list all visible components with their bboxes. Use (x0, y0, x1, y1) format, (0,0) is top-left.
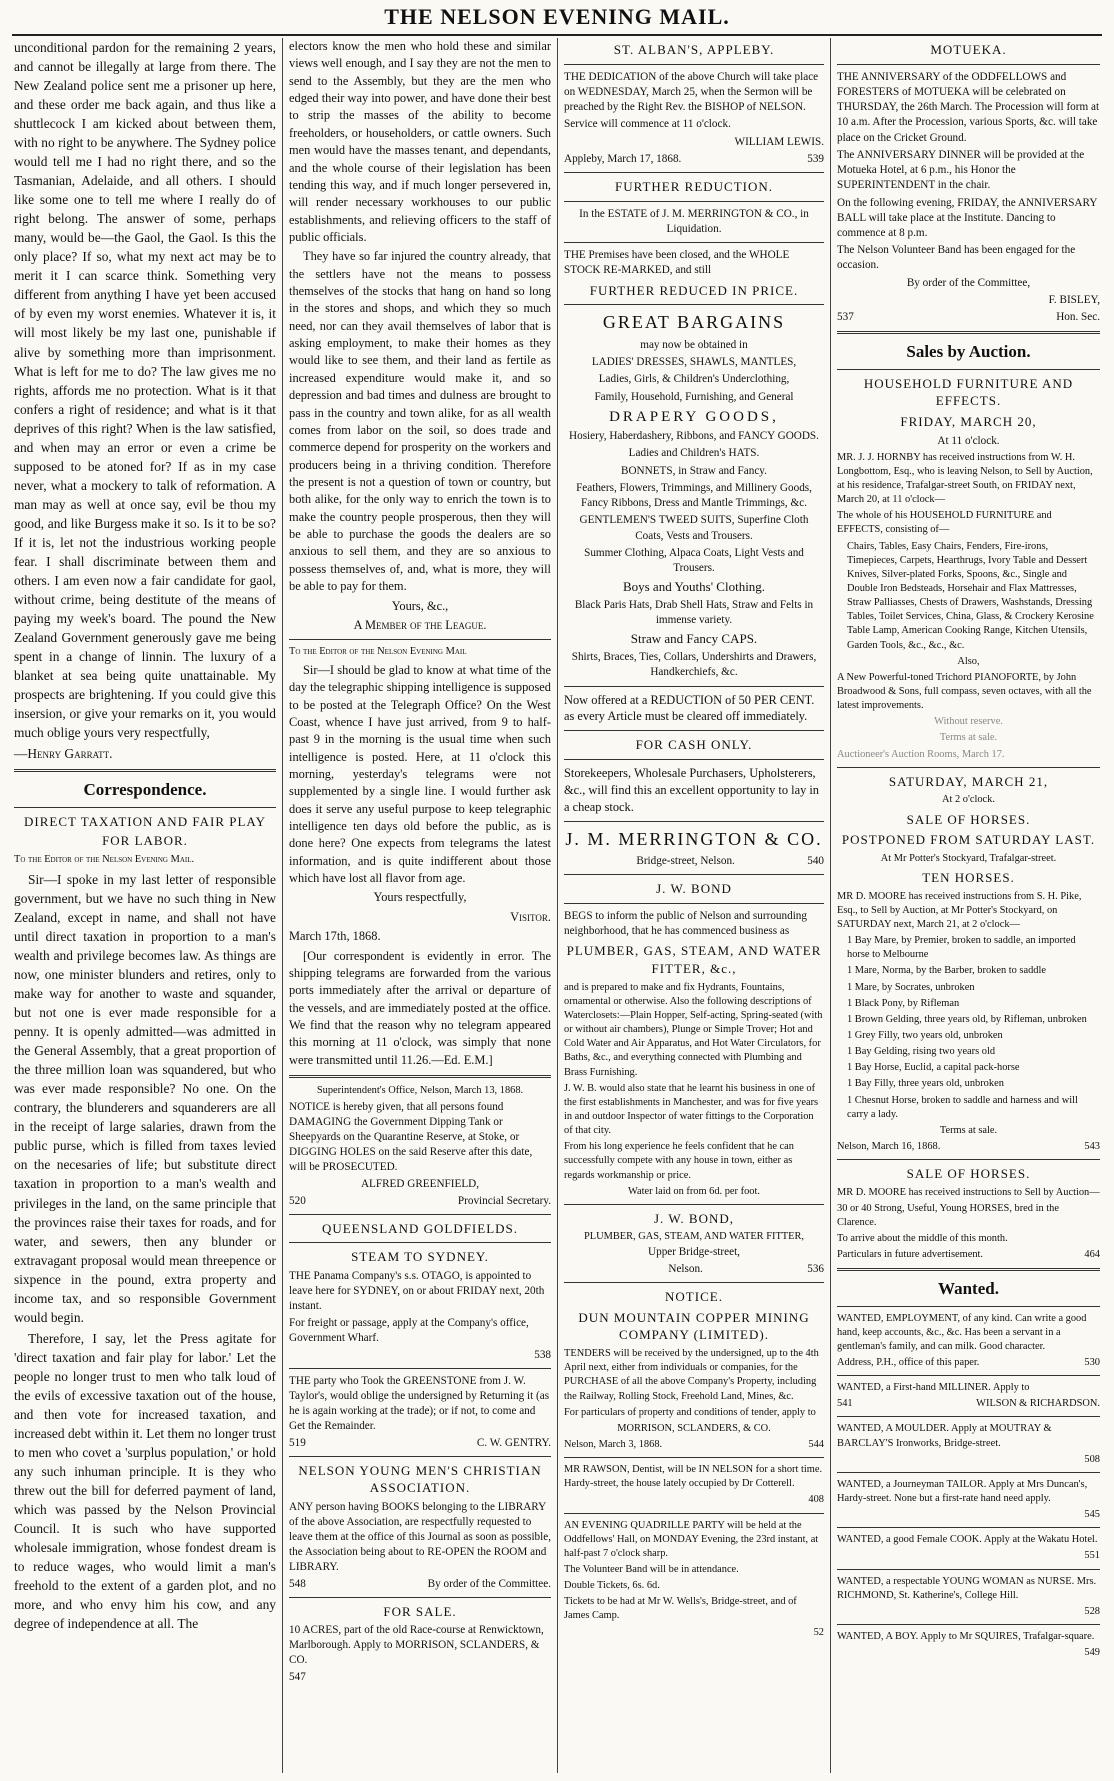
ad-number: 537 (837, 311, 854, 324)
section-heading: Sales by Auction. (906, 342, 1031, 362)
ad-text: TENDERS will be received by the undersigned, up to the 4th April next, either from individuals or companies, for the PURCHASE of all the above Company's Property, including the Railway, Rolling Stock, Freehold Land, Mines, &c. (564, 1348, 819, 1402)
list-item: 1 Bay Horse, Euclid, a capital pack-horse (847, 1062, 1020, 1074)
letter-text: electors know the men who hold these and similar views well enough, and I say they are not the men to send to the Assembly, but they are the men who edged their way into power, and have done their best to strip the masses of the ability to become freeholders, or householders, or cattle owners. Such men would have the masses tenant, and dependants, and the whole course of their legislation has been tending this way, and if much longer persevered in, will render necessary workhouses to our public establishments, and relieving officers to the staff of public officials. (289, 39, 551, 244)
ad-role: Hon. Sec. (1056, 311, 1100, 324)
ad-text: and is prepared to make and fix Hydrants, Fountains, ornamental or otherwise. Also the following descriptions of Waterclosets:—Plain Hopper, Self-acting, Spring-seated (with or without air chambers), Plunge or Simple Trover; Hot and Cold Water and Air Apparatus, and Hot Water Circulators, for Baths, &c., and everything connected with Plumbing and Brass Furnishing. (564, 981, 823, 1078)
ad-signature: WILLIAM LEWIS. (734, 135, 824, 148)
ad-text: Service will commence at 11 o'clock. (564, 118, 731, 131)
ad-signature: By order of the Committee. (427, 1577, 551, 1590)
ad-text: 30 or 40 Strong, Useful, Young HORSES, bred in the Clarence. (837, 1202, 1059, 1229)
newspaper-columns (8, 38, 1106, 1773)
ad-number: 508 (1084, 1453, 1100, 1465)
ad-text: For particulars of property and conditions of tender, apply to (564, 1406, 816, 1418)
ad-number: 538 (534, 1348, 551, 1361)
ad-time: At 11 o'clock. (937, 434, 1000, 447)
notice-role: Provincial Secretary. (457, 1194, 551, 1207)
ad-number: 528 (1084, 1605, 1100, 1617)
bargain-item: Ladies, Girls, & Children's Underclothing, (598, 373, 790, 386)
ad-number: 520 (289, 1194, 306, 1207)
ad-heading: SALE OF HORSES. (906, 1166, 1031, 1182)
ad-heading: GREAT BARGAINS (602, 312, 786, 333)
ad-address: Upper Bridge-street, (648, 1245, 740, 1258)
bargain-item: Summer Clothing, Alpaca Coats, Light Vests and Trousers. (584, 546, 804, 575)
ad-number: 519 (289, 1436, 306, 1449)
list-item: 1 Bay Filly, three years old, unbroken (847, 1078, 1004, 1090)
bargain-item: Boys and Youths' Clothing. (622, 579, 766, 595)
ad-text: Particulars in future advertisement. (837, 1249, 983, 1261)
ad-address: Bridge-street, Nelson. (636, 854, 735, 867)
ad-number: 547 (289, 1671, 306, 1684)
letter-closing: Yours, &c., (391, 598, 449, 613)
horse-list (837, 934, 1100, 1122)
ad-text: J. W. B. would also state that he learnt his business in one of the first establishments in Manchester, and was for five years in and outdoor Inspector of water fittings to the Corporation of that city. (564, 1082, 819, 1137)
ad-text: Chairs, Tables, Easy Chairs, Fenders, Fire-irons, Timepieces, Carpets, Hearthrugs, Ivory Table and Dessert Knives, Silver-plated Forks, Spoons, &c., Single and Double Iron Bedsteads, Horsehair and Flax Mattresses, Straw Palliasses, Chests of Drawers, Washstands, Dressing Tables, Toilet Services, China, Glass, & Crockery Kerosine Table Lamp, American Cooking Range, Kitchen Utensils, Garden Tools, &c., &c., &c. (847, 540, 1094, 651)
ad-heading: J. W. BOND, (654, 1210, 734, 1226)
ad-text: To arrive about the middle of this month. (837, 1233, 1008, 1245)
list-item: 1 Mare, Norma, by the Barber, broken to saddle (847, 965, 1046, 977)
ad-number: 530 (1084, 1357, 1100, 1368)
ad-text: WANTED, A MOULDER. Apply at MOUTRAY & BARCLAY'S Ironworks, Bridge-street. (837, 1423, 1052, 1449)
ad-text: MR D. MOORE has received instructions from S. H. Pike, Esq., to Sell by Auction, at Mr Potter's Stockyard, on SATURDAY next, March 21, at 2 o'clock— (837, 890, 1082, 930)
ad-heading: ST. ALBAN'S, APPLEBY. (613, 42, 775, 57)
ad-text: On the following evening, FRIDAY, the ANNIVERSARY BALL will take place at the Institute. Dancing to commence at 8 p.m. (837, 196, 1098, 240)
ad-number: 408 (808, 1494, 824, 1506)
letter-date: March 17th, 1868. (289, 929, 381, 944)
ad-heading: SATURDAY, MARCH 21, (888, 773, 1049, 789)
ad-number: 544 (808, 1438, 824, 1450)
ad-signature: F. BISLEY, (1048, 293, 1100, 306)
ad-text: In the ESTATE of J. M. MERRINGTON & CO., in Liquidation. (579, 207, 809, 235)
ad-number: 540 (807, 854, 824, 867)
letter-text: unconditional pardon for the remaining 2 years, and cannot be illegally at large from there. The New Zealand police sent me a prisoner up here, and these order me back again, and thus like a shuttlecock I am kicked about between them, with no right to be anywhere. The Sydney police would tell me I had no right there, and so the Tasmanian, Adelaide, and all others. I should like some one to tell me where I really do of right belong. The answer of some, perhaps many, would be—the Gaol, the Gaol. Is this the only place? If so, what my next act may be to merit it I can scarce think. Something very different from anything I have yet been accused of by even my worst enemies. Whatever it is, it will most likely be my last one, punishable if alive by something more than imprisonment. What is left for me to do? The law gives me no rights, affords me no protection. What is it that confers a right of residence; and what is it that deprives of this right? When is the law satisfied, and when may an error or even a crime be supposed to be atoned for? If as in my case never, what a mockery to talk of reformation. A man may as well at once say, evil be thou my good, and like Burgess make it so. Is it to be so? If it is, let not the industrious working people fear. I shall discriminate between them and others. I am even now a fair candidate for gaol, without crime, being destitute of the means of paying my week's board. The pound the New Zealand Government generously gave me being spent in a change of linnin. The luxury of a blanket at sea being quite unattainable. My prospects are brightening. If you could give this insersion, or give your remarks on it, you would much oblige yours very respectfully, (14, 40, 276, 741)
ad-signature: WILSON & RICHARDSON. (976, 1398, 1100, 1410)
ad-text: Double Tickets, 6s. 6d. (564, 1580, 660, 1592)
ad-number: 548 (289, 1577, 306, 1590)
notice-office: Superintendent's Office, Nelson, March 13, 1868. (316, 1085, 524, 1097)
letter-text: Therefore, I say, let the Press agitate for 'direct taxation and fair play for labor.' Let the people no longer trust to men who talk loud of the evils of excessive taxation out of the house, and then vote for increased taxation, and increased debt within it. Let them no longer trust to men who covet a 'surplus population,' or hold any such inhuman principle. It is they who threw out the bill for deferred payment of land, which was passed by the Nelson Provincial Council. It is such who have supported wholesale immigration, whose fondest dream is to reduce wages, who would limit a man's freehold to the extent of a garden plot, and no more, and who envy him his cow, and any degree of independence at all. The (14, 1330, 276, 1632)
ad-town: Nelson. (668, 1262, 703, 1275)
letter-heading: DIRECT TAXATION AND FAIR PLAY FOR LABOR. (24, 814, 266, 848)
ad-heading: J. W. BOND (656, 881, 732, 897)
letter-signature: Visitor. (510, 909, 551, 924)
ad-text: The whole of his HOUSEHOLD FURNITURE and EFFECTS, consisting of— (837, 510, 1052, 536)
letter-signature: A Member of the League. (353, 617, 487, 632)
column-4 (831, 38, 1106, 1773)
ad-heading: FOR CASH ONLY. (635, 737, 753, 753)
ad-text: WANTED, A BOY. Apply to Mr SQUIRES, Trafalgar-square. (837, 1630, 1095, 1642)
section-heading: Wanted. (938, 1279, 999, 1299)
letter-text: Sir—I should be glad to know at what time of the day the telegraphic shipping intelligence is supposed to be posted at the Telegraph Office? On the West Coast, whence I have just arrived, from 9 to half-past 9 in the morning is the usual time when such intelligence is posted. Here, at 11 o'clock this morning, yesterday's telegrams were not supplemented by a single line. I would further ask does it serve any useful purpose to keep telegraphic intelligence ten days old before the public, as is done here? One expects from telegrams the latest information, and is quite indifferent about those which have lost all flavor from age. (289, 662, 551, 886)
ad-text: 10 ACRES, part of the old Race-course at Renwicktown, Marlborough. Apply to MORRISON, SCLANDERS, & CO. (289, 1624, 544, 1667)
ad-text: WANTED, a good Female COOK. Apply at the Wakatu Hotel. (837, 1534, 1098, 1546)
ad-text: WANTED, EMPLOYMENT, of any kind. Can write a good hand, keep accounts, &c., &c. Has been a servant in a gentleman's family, and can milk. Good character. (837, 1312, 1087, 1352)
list-item: 1 Bay Mare, by Premier, broken to saddle, an imported horse to Melbourne (847, 935, 1076, 961)
ad-text: Terms at sale. (939, 732, 998, 744)
ad-text: From his long experience he feels confident that he can successfully compete with any house in town, either as regards workmanship or price. (564, 1141, 794, 1181)
bargain-item: GENTLEMEN'S TWEED SUITS, Superfine Cloth Coats, Vests and Trousers. (579, 514, 809, 542)
ad-date: FRIDAY, MARCH 20, (900, 413, 1037, 429)
ad-text: Terms at sale. (939, 1124, 998, 1136)
ad-address: Address, P.H., office of this paper. (837, 1357, 980, 1368)
bargain-item: Hosiery, Haberdashery, Ribbons, and FANCY GOODS. (569, 430, 819, 443)
ad-subheading: FURTHER REDUCED IN PRICE. (589, 282, 799, 298)
ad-text: ANY person having BOOKS belonging to the LIBRARY of the above Association, are respectfully requested to leave them at the office of this Journal as soon as possible, the Association being about to RE-OPEN the ROOM and LIBRARY. (289, 1500, 552, 1573)
bargain-item: BONNETS, in Straw and Fancy. (621, 464, 767, 477)
ad-text: WANTED, a Journeyman TAILOR. Apply at Mrs Duncan's, Hardy-street. None but a first-rate hand need apply. (837, 1478, 1088, 1504)
ad-text: The Nelson Volunteer Band has been engaged for the occasion. (837, 244, 1076, 272)
ad-heading: NOTICE. (665, 1289, 723, 1305)
ad-text: AN EVENING QUADRILLE PARTY will be held at the Oddfellows' Hall, on MONDAY Evening, the 23rd instant, at half-past 7 o'clock sharp. (564, 1519, 819, 1559)
section-heading: Correspondence. (83, 780, 207, 800)
bargain-item: LADIES' DRESSES, SHAWLS, MANTLES, (591, 356, 797, 369)
ad-text: Now offered at a REDUCTION of 50 PER CENT. as every Article must be cleared off immediately. (564, 692, 815, 724)
column-1 (8, 38, 283, 1773)
letter-signature: —Henry Garratt. (14, 746, 113, 762)
ad-subheading: STEAM TO SYDNEY. (351, 1249, 489, 1265)
ad-date: Nelson, March 3, 1868. (564, 1438, 663, 1450)
ad-number: 545 (1084, 1509, 1100, 1521)
list-item: 1 Mare, by Socrates, unbroken (847, 981, 975, 993)
bargain-item: Ladies and Children's HATS. (628, 447, 760, 460)
ad-subheading: PLUMBER, GAS, STEAM, AND WATER FITTER, &c., (566, 943, 822, 977)
ad-number: 549 (1084, 1647, 1100, 1659)
ad-text: Tickets to be had at Mr W. Wells's, Bridge-street, and of James Camp. (564, 1596, 797, 1622)
ad-number: 464 (1084, 1249, 1100, 1261)
ad-number: 541 (837, 1398, 853, 1410)
ad-text: THE party who Took the GREENSTONE from J. W. Taylor's, would oblige the undersigned by Returning it (as he is again working at the trade); or if not, to come and Get the Remainder. (289, 1374, 550, 1432)
ad-heading: MOTUEKA. (930, 42, 1007, 57)
masthead: THE NELSON EVENING MAIL. (12, 0, 1102, 36)
ad-subheading: DUN MOUNTAIN COPPER MINING COMPANY (LIMITED). (578, 1309, 810, 1343)
ad-location: At Mr Potter's Stockyard, Trafalgar-street. (880, 852, 1057, 864)
ad-text: Auctioneer's Auction Rooms, March 17. (837, 748, 1005, 760)
letter-closing: Yours respectfully, (373, 890, 467, 905)
ad-text: Water laid on from 6d. per foot. (628, 1185, 760, 1197)
ad-text: WANTED, a First-hand MILLINER. Apply to (837, 1382, 1030, 1394)
ad-time: At 2 o'clock. (942, 794, 995, 806)
ad-heading: HOUSEHOLD FURNITURE AND EFFECTS. (863, 375, 1074, 409)
ad-text: Storekeepers, Wholesale Purchasers, Upholsterers, &c., will find this an excellent opportunity to lay in a cheap stock. (564, 765, 819, 814)
letter-text: Sir—I spoke in my last letter of responsible government, but we have no such thing in New Zealand, except in name, and shall not have until direct taxation in proportion to a man's wealth and privilege becomes law. As things are now, one minister blunders and retires, only to make way for another to waste and squander, but not one is ever made responsible for a penny. It is openly admitted—was admitted in the General Assembly, that a great proportion of the three million loan was squandered, but who was ever made responsible? No one. On the contrary, the blunderers and squanderers are all in the receipt of large salaries, drawn from the public purse, which is filled from taxes levied on the necesaries of life; but substitute direct taxation in proportion to a man's wealth and privileges in the land, on the same principle that the provinces raise their taxes for roads, and for water, and sewers, then any blunder or extravagant proposal would mean threepence or sixpence in the pound, extra property and income tax, and so responsible Government would begin. (14, 871, 276, 1325)
ad-text: MR D. MOORE has received instructions to Sell by Auction— (837, 1186, 1100, 1198)
ad-subheading: TEN HORSES. (922, 870, 1015, 886)
column-2 (283, 38, 558, 1773)
ad-text: A New Powerful-toned Trichord PIANOFORTE, by John Broadwood & Sons, full compass, seven octaves, with all the latest improvements. (837, 671, 1092, 712)
ad-text: The ANNIVERSARY DINNER will be provided at the Motueka Hotel, at 6 p.m., his Honor the SUPERINTENDENT in the chair. (837, 148, 1085, 192)
bargain-item: DRAPERY GOODS, (609, 408, 779, 425)
notice-signature: ALFRED GREENFIELD, (360, 1177, 480, 1190)
ad-number: 551 (1084, 1550, 1100, 1562)
ad-text: THE Panama Company's s.s. OTAGO, is appointed to leave here for SYDNEY, on or about FRIDAY next, 20th instant. (289, 1269, 545, 1312)
ad-text: For freight or passage, apply at the Company's office, Government Wharf. (289, 1316, 529, 1344)
list-item: 1 Bay Gelding, rising two years old (847, 1046, 996, 1058)
ad-text: THE ANNIVERSARY of the ODDFELLOWS and FORESTERS of MOTUEKA will be celebrated on THURSDAY, the 26th March. The Procession will form at 10 a.m. After the Procession, various Sports, &c. will take place on the Cricket Ground. (837, 70, 1100, 144)
ad-heading: J. M. MERRINGTON & CO. (565, 828, 823, 849)
ad-number: 52 (813, 1626, 824, 1638)
bargain-item: Black Paris Hats, Drab Shell Hats, Straw and Felts in immense variety. (574, 598, 814, 627)
bargain-item: Feathers, Flowers, Trimmings, and Millinery Goods, Fancy Ribbons, Dress and Mantle Trimmings, &c. (576, 481, 812, 510)
bargain-item: Straw and Fancy CAPS. (630, 631, 758, 647)
ad-date: Nelson, March 16, 1868. (837, 1140, 941, 1152)
column-3 (558, 38, 831, 1773)
ad-text: THE DEDICATION of the above Church will take place on WEDNESDAY, March 25, when the Sermon will be preached by the Right Rev. the BISHOP of NELSON. (564, 70, 819, 114)
ad-text: MR RAWSON, Dentist, will be IN NELSON for a short time. Hardy-street, the house lately occupied by Dr Cotterell. (564, 1464, 823, 1490)
editor-note: [Our correspondent is evidently in error. The shipping telegrams are forwarded from the various ports immediately after the arrival or departure of the vessels, and are immediately posted at the office. We find that the reason why no telegram appeared this morning at 11 o'clock, was simply that none were transmitted until 11.26.—Ed. E.M.] (289, 948, 551, 1067)
ad-text: MR. J. J. HORNBY has received instructions from W. H. Longbottom, Esq., who is leaving Nelson, to Sell by Auction, at his residence, Trafalgar-street South, on FRIDAY next, March 20, at 11 o'clock— (837, 451, 1093, 506)
ad-heading: FURTHER REDUCTION. (614, 179, 774, 195)
ad-text: BEGS to inform the public of Nelson and surrounding neighborhood, that he has commenced business as (564, 909, 807, 938)
ad-text: The Volunteer Band will be in attendance. (564, 1563, 739, 1575)
letter-text: They have so far injured the country already, that the settlers have not the means to possess themselves of the stocks that hang on hand so long in the stores and shops, and which they so much need, nor can they avail themselves of labor that is asking employment, to make their homes as they would like to see them, and their land as fertile as increased expenditure would make it, and so depression and bad times and dulness are brought to pass in the country and town alike, for as all wealth comes from labor on the soil, so does trade and commerce depend for prosperity on the workers and producers being in a thriving condition. Therefore the present is not a question of town or country, but both alike, for the only way to enrich the town is to make the country people prosperous, then they will be able to purchase the goods the dealers are so anxious to sell them, and they are so anxious to possess themselves of, and, what is more, they will be able to pay for them. (289, 249, 551, 594)
ad-subheading: POSTPONED FROM SATURDAY LAST. (841, 832, 1096, 848)
letter-to: To the Editor of the Nelson Evening Mail. (14, 854, 195, 866)
ad-number: 536 (807, 1262, 824, 1275)
letter-to: To the Editor of the Nelson Evening Mail (289, 646, 467, 658)
notice-text: NOTICE is hereby given, that all persons found DAMAGING the Government Dipping Tank or Sheepyards on the Quarantine Reserve, at Stoke, or DIGGING HOLES on the said Reserve after this date, will be PROSECUTED. (289, 1100, 533, 1173)
bargain-item: Family, Household, Furnishing, and General (594, 390, 794, 403)
ad-heading: FOR SALE. (383, 1603, 457, 1619)
ad-text: Also, (957, 655, 980, 667)
list-item: 1 Chesnut Horse, broken to saddle and harness and will carry a lady. (847, 1094, 1078, 1120)
ad-number: 543 (1084, 1140, 1100, 1152)
list-item: 1 Brown Gelding, three years old, by Rifleman, unbroken (847, 1013, 1087, 1025)
ad-text: THE Premises have been closed, and the WHOLE STOCK RE-MARKED, and still (564, 249, 790, 277)
bargain-item: Shirts, Braces, Ties, Collars, Undershirts and Drawers, Handkerchiefs, &c. (571, 651, 817, 679)
bargain-list (564, 355, 824, 680)
ad-text: Without reserve. (934, 716, 1003, 728)
list-item: 1 Grey Filly, two years old, unbroken (847, 1029, 1003, 1041)
ad-heading: NELSON YOUNG MEN'S CHRISTIAN ASSOCIATION. (298, 1462, 542, 1496)
ad-text: By order of the Committee, (906, 276, 1031, 289)
ad-subheading: PLUMBER, GAS, STEAM, AND WATER FITTER, (583, 1231, 805, 1243)
list-item: 1 Black Pony, by Rifleman (847, 997, 960, 1009)
ad-date: Appleby, March 17, 1868. (564, 152, 682, 165)
ad-number: 539 (807, 152, 824, 165)
ad-heading: SALE OF HORSES. (906, 811, 1031, 827)
ad-signature: C. W. GENTRY. (476, 1436, 551, 1449)
ad-heading: QUEENSLAND GOLDFIELDS. (321, 1220, 519, 1236)
ad-text: WANTED, a respectable YOUNG WOMAN as NURSE. Mrs. RICHMOND, St. Katherine's, College Hill. (837, 1575, 1097, 1601)
ad-signature: MORRISON, SCLANDERS, & CO. (617, 1422, 771, 1434)
ad-text: may now be obtained in (640, 338, 748, 351)
